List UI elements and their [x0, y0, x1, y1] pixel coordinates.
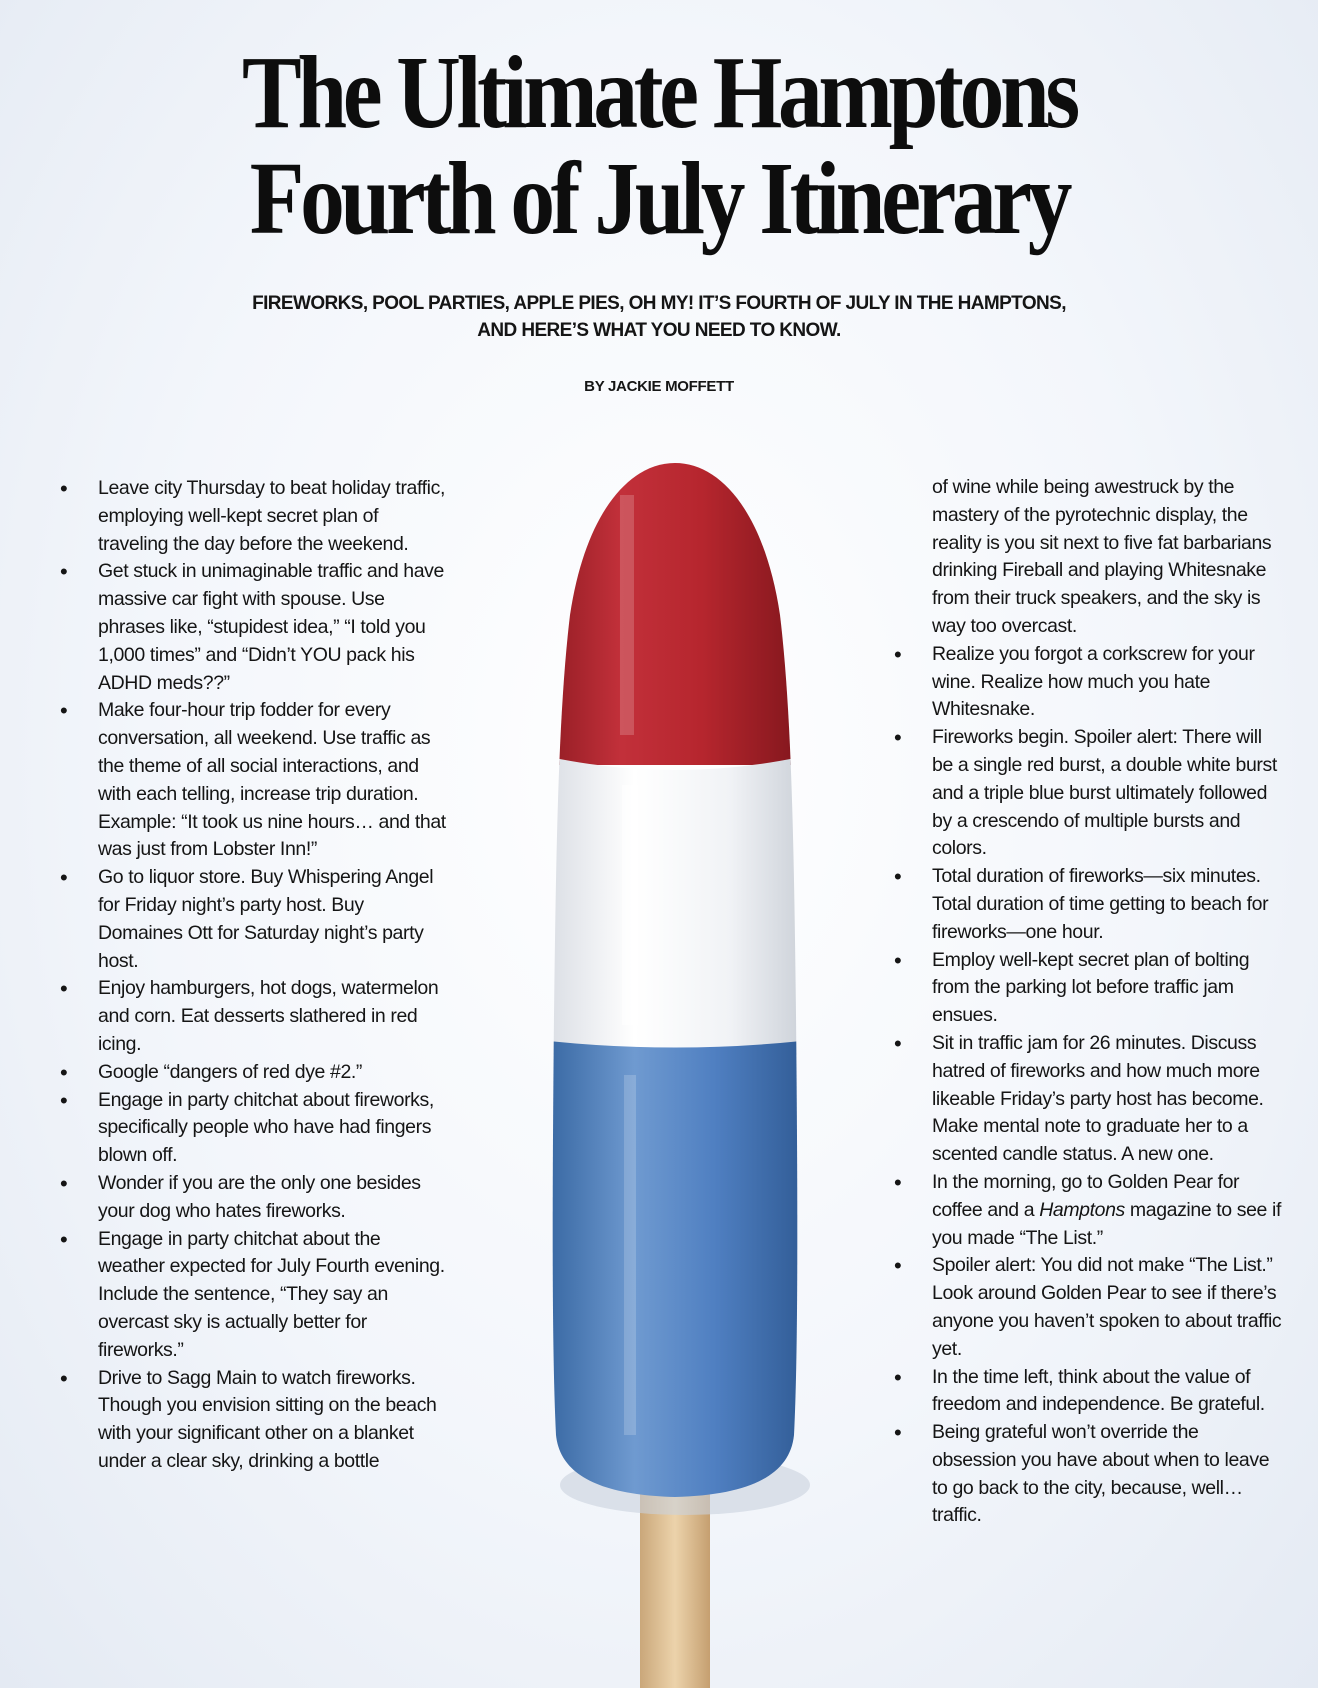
list-item: • Get stuck in unimaginable traffic and have massive car fight with spouse. Use phrases like, “stupidest idea,” “I told you 1,000 times” and “Didn’t YOU pack his ADHD meds??” [98, 558, 448, 697]
list-item: • Make four-hour trip fodder for every conversation, all weekend. Use traffic as the theme of all social interactions, and with each telling, increase trip duration. Example: “It took us nine hours… and that was just from Lobster Inn!” [98, 697, 448, 864]
magazine-title: Hamptons [1039, 1198, 1125, 1221]
list-item: • Drive to Sagg Main to watch fireworks. Though you envision sitting on the beach with your significant other on a blanket under a clear sky, drinking a bottle [98, 1365, 448, 1476]
list-item-continuation: of wine while being awestruck by the mastery of the pyrotechnic display, the reality is you sit next to five fat barbarians drinking Fireball and playing Whitesnake from their truck speakers, and the sky is way too overcast. [932, 476, 1272, 637]
deck-subtitle: FIREWORKS, POOL PARTIES, APPLE PIES, OH MY! IT’S FOURTH OF JULY IN THE HAMPTONS, AND HERE’S WHAT YOU NEED TO KNOW. [252, 293, 1066, 341]
list-item: • Enjoy hamburgers, hot dogs, watermelon and corn. Eat desserts slathered in red icing. [98, 975, 448, 1058]
list-item: • Engage in party chitchat about fireworks, specifically people who have had fingers blown off. [98, 1087, 448, 1170]
headline [92, 35, 1225, 256]
popsicle-red-section [540, 455, 810, 765]
right-column-list [932, 474, 1284, 1530]
list-item: • Google “dangers of red dye #2.” [98, 1059, 448, 1087]
list-item: • Realize you forgot a corkscrew for your wine. Realize how much you hate Whitesnake. [932, 641, 1284, 724]
list-item: • Total duration of fireworks—six minutes. Total duration of time getting to beach for fireworks—one hour. [932, 863, 1284, 946]
headline-line-2: Fourth of July Itinerary [249, 141, 1069, 256]
list-item: • Sit in traffic jam for 26 minutes. Discuss hatred of fireworks and how much more likeable Friday’s party host has become. Make mental note to graduate her to a scented candle status. A new one. [932, 1030, 1284, 1169]
list-item [932, 1169, 1284, 1252]
headline-line-1: The Ultimate Hamptons [242, 35, 1076, 150]
popsicle-blue-section [540, 1040, 810, 1505]
list-item: • Being grateful won’t override the obsession you have about when to leave to go back to the city, because, well… traffic. [932, 1419, 1284, 1530]
list-item: • In the time left, think about the value of freedom and independence. Be grateful. [932, 1364, 1284, 1420]
list-item: • Spoiler alert: You did not make “The List.” Look around Golden Pear to see if there’s anyone you haven’t spoken to about traffic yet. [932, 1252, 1284, 1363]
item-text: In the morning, go to Golden Pear for coffee and a [932, 1170, 1240, 1221]
list-item: • Leave city Thursday to beat holiday traffic, employing well-kept secret plan of traveling the day before the weekend. [98, 475, 448, 558]
byline: BY JACKIE MOFFETT [584, 378, 734, 395]
item-text: magazine to see if you made “The List.” [932, 1198, 1281, 1249]
popsicle-white-section [540, 755, 810, 1055]
list-item: • Employ well-kept secret plan of bolting from the parking lot before traffic jam ensues. [932, 947, 1284, 1030]
list-item: • Fireworks begin. Spoiler alert: There will be a single red burst, a double white burst and a triple blue burst ultimately followed by a crescendo of multiple bursts and colors. [932, 724, 1284, 863]
list-item: • Go to liquor store. Buy Whispering Angel for Friday night’s party host. Buy Domaines Ott for Saturday night’s party host. [98, 864, 448, 975]
list-item: • Engage in party chitchat about the weather expected for July Fourth evening. Include the sentence, “They say an overcast sky is actually better for fireworks.” [98, 1226, 448, 1365]
list-item: • Wonder if you are the only one besides your dog who hates fireworks. [98, 1170, 448, 1226]
popsicle-photo [540, 455, 810, 1688]
left-column-list [98, 475, 448, 1476]
